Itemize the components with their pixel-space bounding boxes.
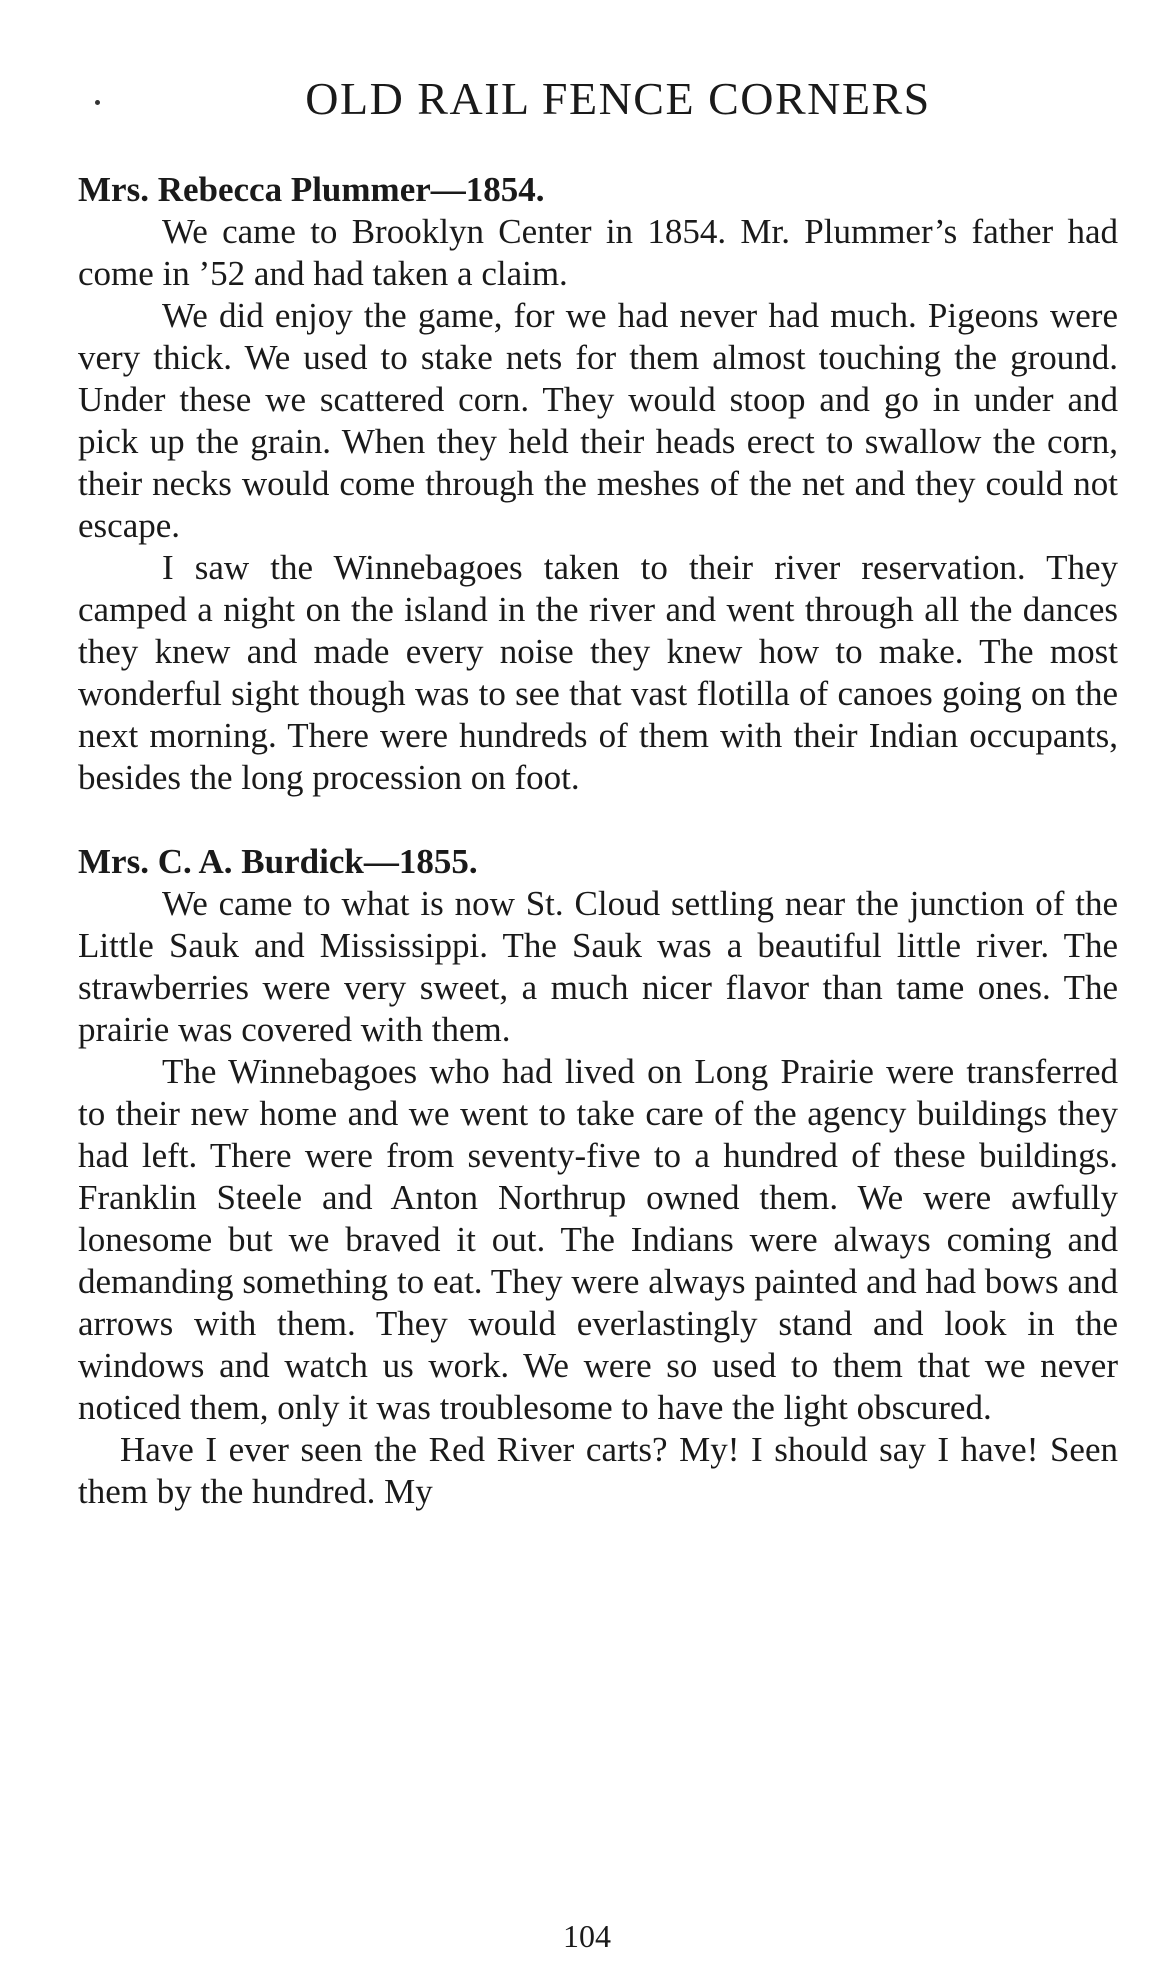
- entry-burdick: [78, 841, 1118, 1513]
- entry-plummer: [78, 169, 1118, 799]
- paragraph: We came to what is now St. Cloud settling near the junction of the Little Sauk and Mississippi. The Sauk was a beautiful little river. The strawberries were very sweet, a much nicer flavor than tame ones. The prairie was covered with them.: [78, 884, 1118, 1049]
- paragraph: We did enjoy the game, for we had never had much. Pigeons were very thick. We used to stake nets for them almost touching the ground. Under these we scattered corn. They would stoop and go in under and pick up the grain. When they held their heads erect to swallow the corn, their necks would come through the meshes of the net and they could not escape.: [78, 296, 1118, 545]
- print-speck: [95, 100, 100, 105]
- paragraph: Have I ever seen the Red River carts? My! I should say I have! Seen them by the hundred. My: [78, 1430, 1118, 1511]
- paragraph: The Winnebagoes who had lived on Long Prairie were transferred to their new home and we went to take care of the agency buildings they had left. There were from seventy-five to a hundred of these buildings. Franklin Steele and Anton Northrup owned them. We were awfully lonesome but we braved it out. The Indians were always coming and demanding something to eat. They were always painted and had bows and arrows with them. They would everlastingly stand and look in the windows and watch us work. We were so used to them that we never noticed them, only it was troublesome to have the light obscured.: [78, 1052, 1118, 1427]
- entry-heading: Mrs. C. A. Burdick—1855.: [78, 842, 478, 881]
- paragraph: I saw the Winnebagoes taken to their river reservation. They camped a night on the island in the river and went through all the dances they knew and made every noise they knew how to make. The most wonderful sight though was to see that vast flotilla of canoes going on the next morning. There were hundreds of them with their Indian occupants, besides the long procession on foot.: [78, 548, 1118, 797]
- paragraph: We came to Brooklyn Center in 1854. Mr. Plummer’s father had come in ’52 and had taken a claim.: [78, 212, 1118, 293]
- running-head: OLD RAIL FENCE CORNERS: [305, 73, 931, 124]
- page-number: 104: [563, 1918, 611, 1954]
- book-page: [78, 62, 1118, 1555]
- entry-heading: Mrs. Rebecca Plummer—1854.: [78, 170, 545, 209]
